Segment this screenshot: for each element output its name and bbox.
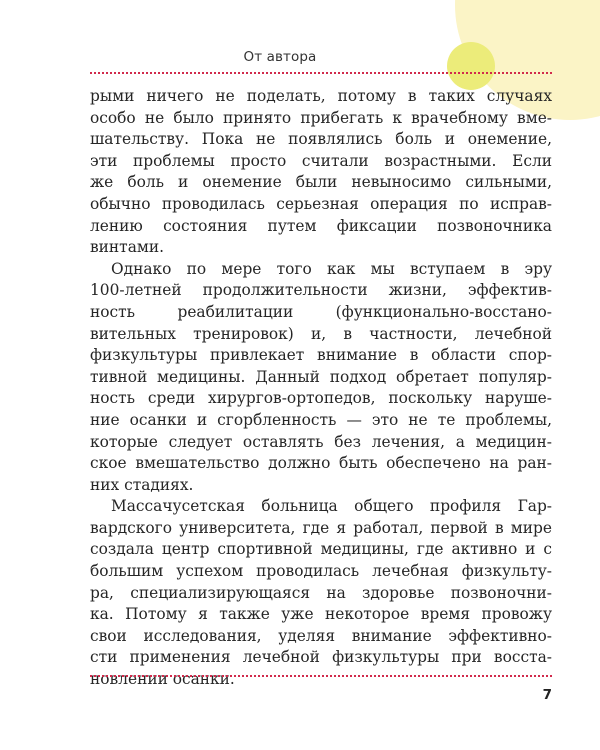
paragraph-3	[90, 496, 552, 690]
paragraph-2	[90, 259, 552, 497]
text-line: лению состояния путем фиксации позвоночника	[90, 216, 552, 235]
text-line: физкультуры привлекает внимание в области спор-	[90, 346, 552, 365]
text-line: ское вмешательство должно быть обеспечено на ран-	[90, 454, 552, 473]
text-line: шательству. Пока не появлялись боль и онемение,	[90, 130, 552, 149]
text-line: свои исследования, уделяя внимание эффективно-	[90, 626, 552, 645]
text-line: обычно проводилась серьезная операция по исправ-	[90, 194, 552, 213]
header-dotted-rule	[90, 72, 552, 74]
text-line: создала центр спортивной медицины, где активно и с	[90, 540, 552, 559]
text-line: ка. Потому я также уже некоторое время провожу	[90, 605, 552, 624]
text-line: ность реабилитации (функционально-восстано-	[90, 302, 552, 321]
running-head: От автора	[243, 49, 317, 65]
text-line: ние осанки и сгорбленность — это не те проблемы,	[90, 410, 552, 429]
body-text	[90, 86, 552, 691]
text-line: ность среди хирургов-ортопедов, поскольку наруше-	[90, 389, 552, 408]
footer-dotted-rule	[90, 675, 552, 677]
text-line: сти применения лечебной физкультуры при восста-	[90, 648, 552, 667]
paragraph-1	[90, 86, 552, 259]
text-line: винтами.	[90, 238, 164, 257]
text-line: же боль и онемение были невыносимо сильными,	[90, 173, 552, 192]
text-line: эти проблемы просто считали возрастными. Если	[90, 151, 552, 170]
text-line: Массачусетская больница общего профиля Гар-	[111, 497, 552, 516]
text-line: них стадиях.	[90, 475, 194, 494]
text-line: большим успехом проводилась лечебная физкульту-	[90, 562, 552, 581]
text-line: вительных тренировок) и, в частности, лечебной	[90, 324, 552, 343]
text-line: 100-летней продолжительности жизни, эффектив-	[90, 281, 552, 300]
text-line: тивной медицины. Данный подход обретает популяр-	[90, 367, 552, 386]
text-line: особо не было принято прибегать к врачебному вме-	[90, 108, 552, 127]
text-line: новлении осанки.	[90, 670, 235, 689]
text-line: Однако по мере того как мы вступаем в эру	[111, 259, 552, 278]
text-line: которые следует оставлять без лечения, а медицин-	[90, 432, 552, 451]
text-line: вардского университета, где я работал, первой в мире	[90, 518, 552, 537]
text-line: ра, специализирующаяся на здоровье позвоночни-	[90, 583, 552, 602]
page-number: 7	[542, 687, 552, 703]
text-line: рыми ничего не поделать, потому в таких случаях	[90, 87, 552, 105]
